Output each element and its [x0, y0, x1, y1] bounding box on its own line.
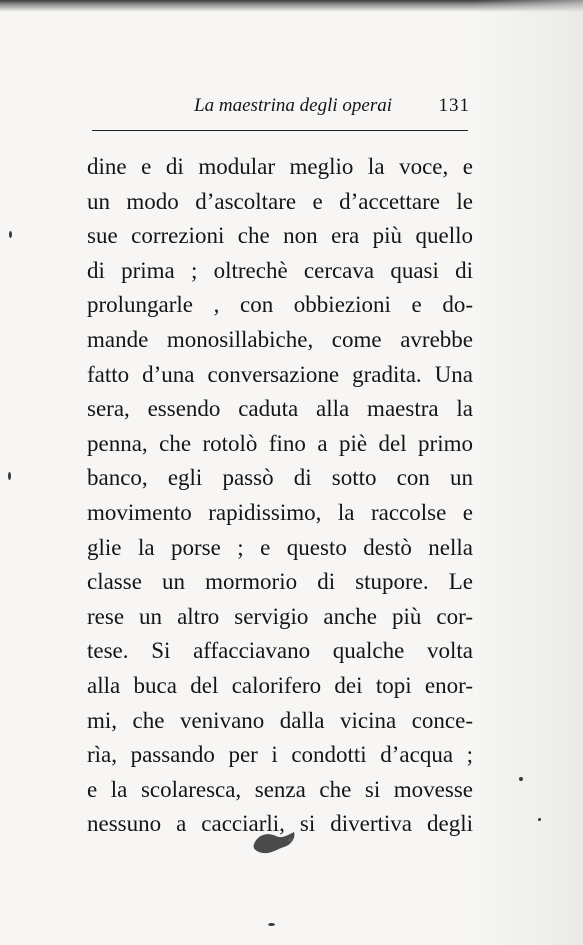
- paper-speck: [538, 818, 541, 821]
- text-line: sera, essendo caduta alla maestra la: [87, 396, 473, 422]
- running-title: La maestrina degli operai: [194, 95, 392, 116]
- text-line: dine e di modular meglio la voce, e: [87, 154, 473, 179]
- text-line: prolungarle , con obbiezioni e do-: [87, 292, 473, 318]
- paper-speck: [519, 777, 523, 781]
- text-line: classe un mormorio di stupore. Le: [87, 569, 473, 595]
- text-line: rìa, passando per i condotti d’acqua ;: [87, 742, 473, 768]
- header-rule: [92, 130, 468, 131]
- text-line: di prima ; oltrechè cercava quasi di: [87, 257, 473, 283]
- text-line: e la scolaresca, senza che si movesse: [87, 776, 473, 802]
- text-line: fatto d’una conversazione gradita. Una: [87, 361, 473, 387]
- text-line: rese un altro servigio anche più cor-: [87, 603, 473, 629]
- paper-speck: [8, 472, 11, 480]
- ink-blot-ornament-icon: [250, 826, 298, 856]
- text-line: tese. Si affacciavano qualche volta: [87, 638, 473, 664]
- text-line: nessuno a cacciarli, si divertiva degli: [87, 811, 473, 837]
- body-text: [87, 150, 473, 842]
- paper-speck: [268, 923, 275, 926]
- text-line: un modo d’ascoltare e d’accettare le: [87, 188, 473, 214]
- running-head: [92, 92, 470, 120]
- paper-speck: [9, 231, 12, 238]
- text-line: movimento rapidissimo, la raccolse e: [87, 499, 473, 525]
- text-line: alla buca del calorifero dei topi enor-: [87, 672, 473, 698]
- text-line: penna, che rotolò fino a piè del primo: [87, 430, 473, 456]
- page-number: 131: [438, 95, 470, 116]
- text-line: banco, egli passò di sotto con un: [87, 465, 473, 491]
- text-line: glie la porse ; e questo destò nella: [87, 534, 473, 560]
- text-line: sue correzioni che non era più quello: [87, 223, 473, 249]
- page-shadow: [473, 0, 583, 945]
- text-line: mi, che venivano dalla vicina conce-: [87, 707, 473, 733]
- text-line: mande monosillabiche, come avrebbe: [87, 326, 473, 352]
